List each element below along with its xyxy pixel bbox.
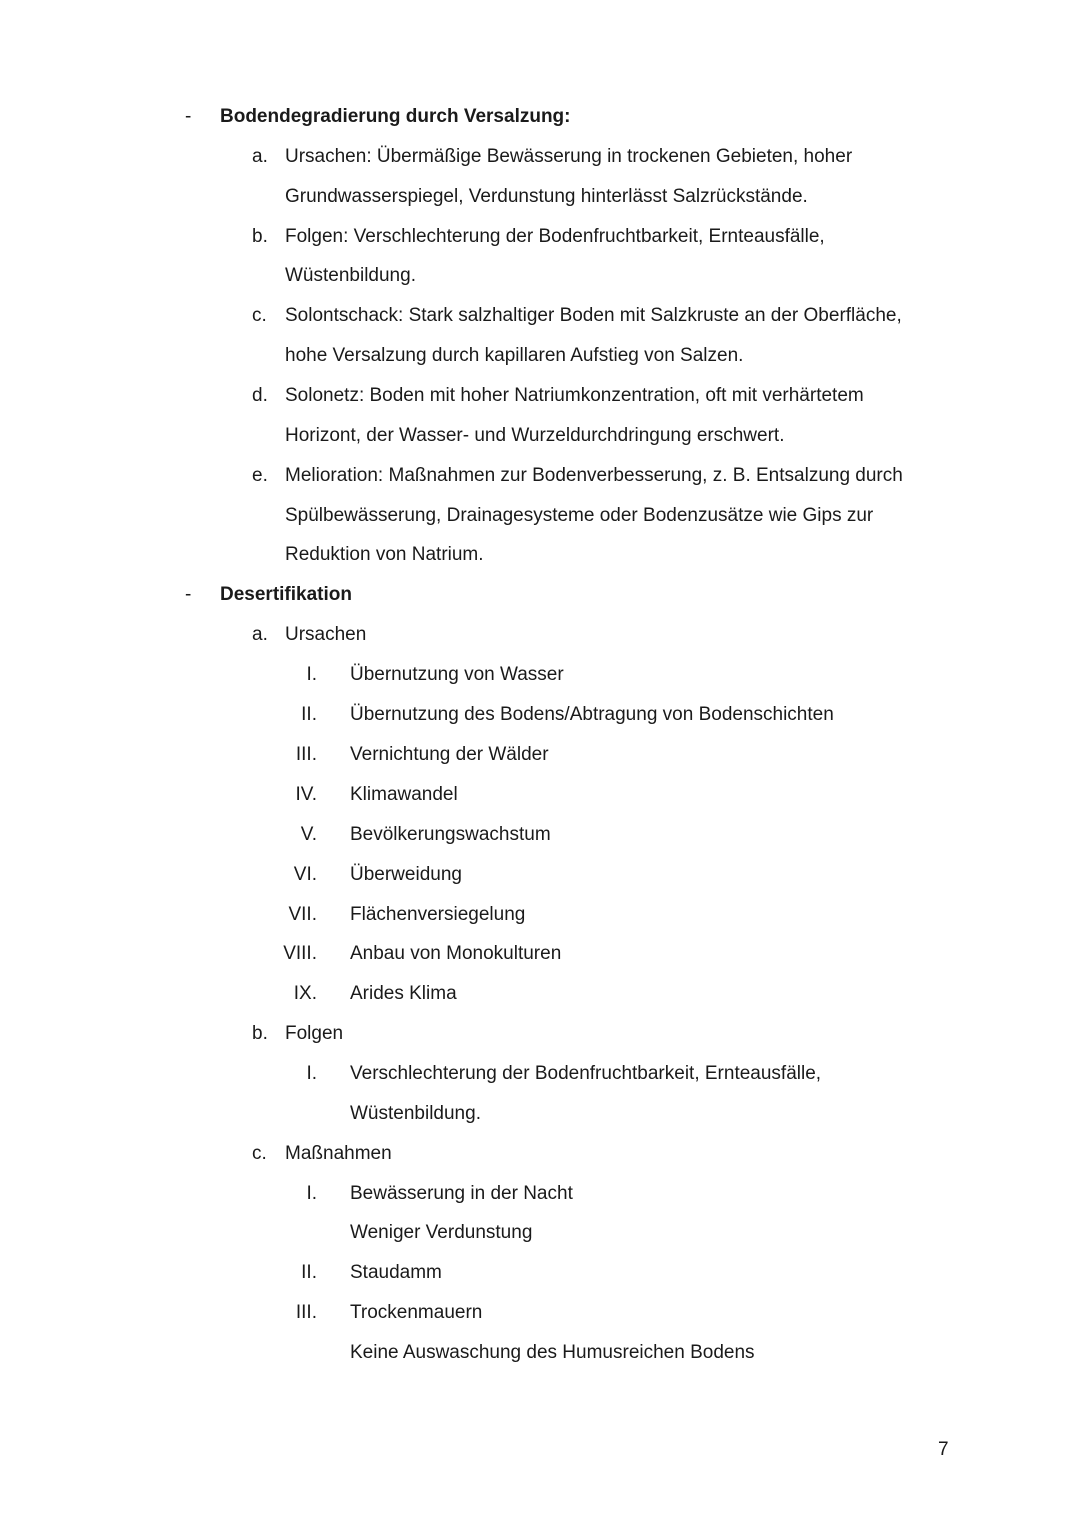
page-number: 7	[938, 1439, 949, 1460]
item-text: Spülbewässerung, Drainagesysteme oder Bodenzusätze wie Gips zur	[285, 505, 874, 526]
sub-item-text: Übernutzung des Bodens/Abtragung von Bodenschichten	[350, 704, 834, 725]
roman-numeral: II.	[301, 704, 317, 725]
item-text: Reduktion von Natrium.	[285, 544, 484, 565]
item-label: Maßnahmen	[285, 1143, 392, 1164]
section-1-dash: -	[185, 106, 192, 127]
item-text: Folgen: Verschlechterung der Bodenfruchtbarkeit, Ernteausfälle,	[285, 226, 825, 247]
roman-numeral: III.	[295, 1302, 317, 1323]
roman-numeral: I.	[306, 1063, 317, 1084]
item-letter: a.	[252, 624, 268, 645]
roman-numeral: III.	[295, 744, 317, 765]
sub-item-text: Klimawandel	[350, 784, 458, 805]
sub-item-text: Überweidung	[350, 864, 462, 885]
sub-item-text: Trockenmauern	[350, 1302, 483, 1323]
item-letter: a.	[252, 146, 268, 167]
item-text: Melioration: Maßnahmen zur Bodenverbesserung, z. B. Entsalzung durch	[285, 465, 903, 486]
section-1-title: Bodendegradierung durch Versalzung:	[220, 106, 571, 127]
roman-numeral: IX.	[293, 983, 317, 1004]
item-text: Ursachen: Übermäßige Bewässerung in trockenen Gebieten, hoher	[285, 146, 853, 167]
roman-numeral: IV.	[295, 784, 317, 805]
item-text: Wüstenbildung.	[285, 265, 416, 286]
sub-item-text: Weniger Verdunstung	[350, 1222, 533, 1243]
sub-item-text: Bewässerung in der Nacht	[350, 1183, 573, 1204]
sub-item-text: Verschlechterung der Bodenfruchtbarkeit, Ernteausfälle,	[350, 1063, 822, 1084]
roman-numeral: VIII.	[283, 943, 317, 964]
section-2-title: Desertifikation	[220, 584, 352, 605]
sub-item-text: Keine Auswaschung des Humusreichen Bodens	[350, 1342, 755, 1363]
sub-item-text: Bevölkerungswachstum	[350, 824, 551, 845]
sub-item-text: Vernichtung der Wälder	[350, 744, 549, 765]
sub-item-text: Arides Klima	[350, 983, 457, 1004]
item-letter: c.	[252, 1143, 267, 1164]
sub-item-text: Anbau von Monokulturen	[350, 943, 562, 964]
roman-numeral: II.	[301, 1262, 317, 1283]
sub-item-text: Staudamm	[350, 1262, 442, 1283]
item-text: hohe Versalzung durch kapillaren Aufstieg von Salzen.	[285, 345, 744, 366]
item-text: Solontschack: Stark salzhaltiger Boden mit Salzkruste an der Oberfläche,	[285, 305, 902, 326]
item-label: Folgen	[285, 1023, 344, 1044]
item-letter: b.	[252, 1023, 268, 1044]
item-label: Ursachen	[285, 624, 367, 645]
roman-numeral: VI.	[293, 864, 317, 885]
sub-item-text: Wüstenbildung.	[350, 1103, 481, 1124]
item-text: Solonetz: Boden mit hoher Natriumkonzentration, oft mit verhärtetem	[285, 385, 864, 406]
item-text: Horizont, der Wasser- und Wurzeldurchdringung erschwert.	[285, 425, 785, 446]
roman-numeral: I.	[306, 1183, 317, 1204]
sub-item-text: Flächenversiegelung	[350, 904, 526, 925]
roman-numeral: I.	[306, 664, 317, 685]
item-letter: e.	[252, 465, 268, 486]
sub-item-text: Übernutzung von Wasser	[350, 664, 564, 685]
item-letter: b.	[252, 226, 268, 247]
roman-numeral: V.	[300, 824, 317, 845]
section-2-dash: -	[185, 584, 192, 605]
item-letter: d.	[252, 385, 268, 406]
roman-numeral: VII.	[288, 904, 317, 925]
item-letter: c.	[252, 305, 267, 326]
item-text: Grundwasserspiegel, Verdunstung hinterlässt Salzrückstände.	[285, 186, 808, 207]
